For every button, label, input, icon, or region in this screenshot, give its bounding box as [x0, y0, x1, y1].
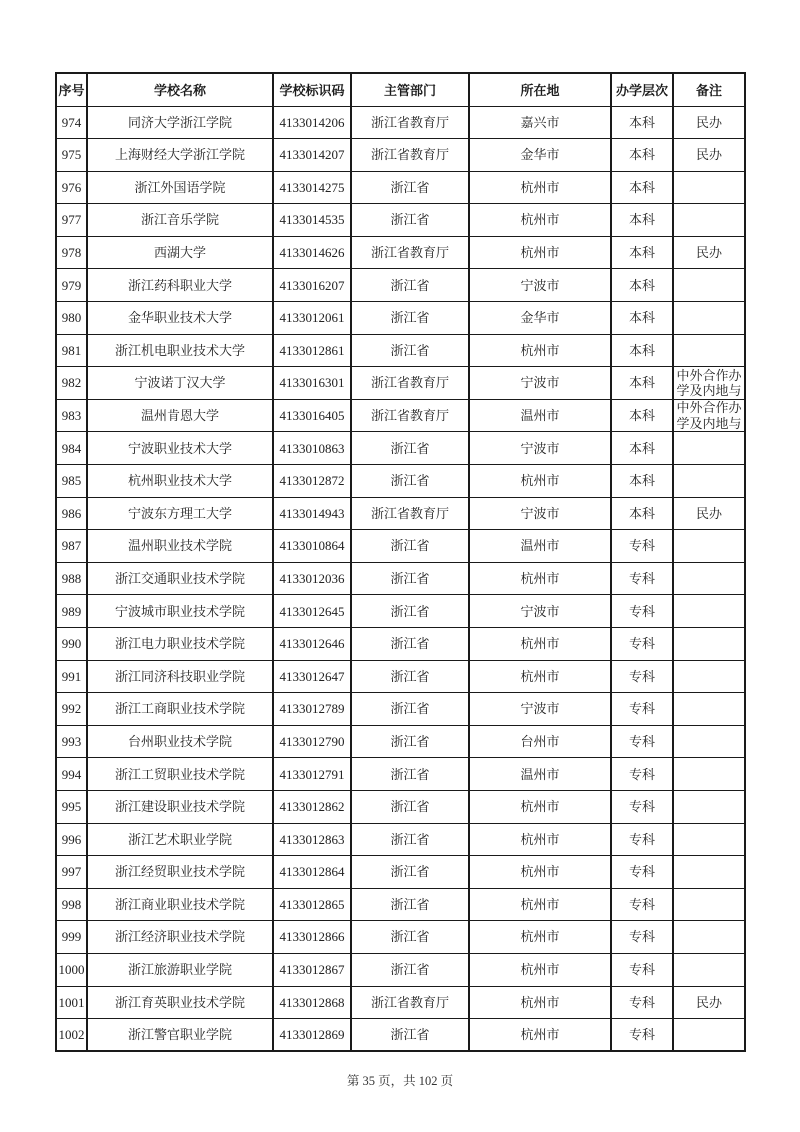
cell-remark [673, 1019, 745, 1052]
cell-no: 989 [56, 595, 87, 628]
cell-no: 983 [56, 399, 87, 432]
cell-department: 浙江省教育厅 [351, 986, 469, 1019]
cell-department: 浙江省 [351, 269, 469, 302]
cell-school-name: 温州职业技术学院 [87, 530, 273, 563]
page-number: 第 35 页，共 102 页 [346, 1074, 454, 1088]
table-row [56, 139, 745, 172]
cell-school-name: 浙江工贸职业技术学院 [87, 758, 273, 791]
cell-level: 本科 [611, 497, 673, 530]
table-row [56, 236, 745, 269]
cell-no: 994 [56, 758, 87, 791]
table-row [56, 693, 745, 726]
cell-level: 专科 [611, 790, 673, 823]
school-list-table [55, 72, 746, 1052]
header-index: 序号 [56, 73, 87, 106]
cell-school-code: 4133016207 [273, 269, 351, 302]
cell-department: 浙江省 [351, 953, 469, 986]
cell-department: 浙江省 [351, 1019, 469, 1052]
cell-school-name: 浙江工商职业技术学院 [87, 693, 273, 726]
cell-school-name: 浙江电力职业技术学院 [87, 628, 273, 661]
cell-no: 974 [56, 106, 87, 139]
cell-remark [673, 790, 745, 823]
cell-school-code: 4133014943 [273, 497, 351, 530]
cell-level: 专科 [611, 953, 673, 986]
cell-remark [673, 628, 745, 661]
cell-school-name: 同济大学浙江学院 [87, 106, 273, 139]
cell-location: 杭州市 [469, 790, 611, 823]
cell-level: 本科 [611, 269, 673, 302]
cell-department: 浙江省 [351, 530, 469, 563]
cell-remark [673, 562, 745, 595]
cell-no: 996 [56, 823, 87, 856]
cell-department: 浙江省 [351, 856, 469, 889]
cell-location: 杭州市 [469, 953, 611, 986]
header-school-name: 学校名称 [87, 73, 273, 106]
cell-level: 专科 [611, 758, 673, 791]
table-row [56, 628, 745, 661]
cell-no: 984 [56, 432, 87, 465]
cell-school-code: 4133016301 [273, 367, 351, 400]
cell-location: 杭州市 [469, 921, 611, 954]
cell-department: 浙江省教育厅 [351, 236, 469, 269]
cell-school-name: 上海财经大学浙江学院 [87, 139, 273, 172]
cell-department: 浙江省教育厅 [351, 106, 469, 139]
cell-level: 专科 [611, 693, 673, 726]
cell-no: 992 [56, 693, 87, 726]
table-row [56, 269, 745, 302]
table-row [56, 399, 745, 432]
cell-level: 本科 [611, 236, 673, 269]
cell-no: 975 [56, 139, 87, 172]
cell-level: 专科 [611, 986, 673, 1019]
table-row [56, 106, 745, 139]
table-row [56, 204, 745, 237]
cell-location: 金华市 [469, 139, 611, 172]
header-department: 主管部门 [351, 73, 469, 106]
cell-department: 浙江省 [351, 758, 469, 791]
cell-location: 杭州市 [469, 334, 611, 367]
cell-location: 宁波市 [469, 595, 611, 628]
cell-school-name: 浙江旅游职业学院 [87, 953, 273, 986]
cell-department: 浙江省 [351, 725, 469, 758]
cell-location: 温州市 [469, 399, 611, 432]
cell-no: 990 [56, 628, 87, 661]
cell-school-name: 浙江经贸职业技术学院 [87, 856, 273, 889]
cell-school-code: 4133014206 [273, 106, 351, 139]
cell-school-name: 金华职业技术大学 [87, 302, 273, 335]
cell-remark: 民办 [673, 497, 745, 530]
cell-level: 专科 [611, 725, 673, 758]
cell-department: 浙江省教育厅 [351, 367, 469, 400]
cell-school-name: 宁波城市职业技术学院 [87, 595, 273, 628]
cell-location: 杭州市 [469, 628, 611, 661]
table-row [56, 302, 745, 335]
cell-no: 976 [56, 171, 87, 204]
cell-remark: 民办 [673, 236, 745, 269]
cell-location: 杭州市 [469, 1019, 611, 1052]
cell-level: 本科 [611, 399, 673, 432]
cell-no: 988 [56, 562, 87, 595]
cell-location: 杭州市 [469, 986, 611, 1019]
cell-department: 浙江省 [351, 921, 469, 954]
cell-school-code: 4133012790 [273, 725, 351, 758]
cell-remark: 民办 [673, 986, 745, 1019]
cell-school-name: 浙江经济职业技术学院 [87, 921, 273, 954]
cell-school-code: 4133012872 [273, 465, 351, 498]
cell-school-name: 浙江药科职业大学 [87, 269, 273, 302]
cell-school-code: 4133012862 [273, 790, 351, 823]
cell-department: 浙江省 [351, 562, 469, 595]
cell-school-name: 浙江音乐学院 [87, 204, 273, 237]
cell-remark [673, 856, 745, 889]
cell-level: 专科 [611, 562, 673, 595]
table-row [56, 953, 745, 986]
cell-school-code: 4133014207 [273, 139, 351, 172]
cell-department: 浙江省教育厅 [351, 139, 469, 172]
cell-school-name: 浙江外国语学院 [87, 171, 273, 204]
cell-remark [673, 693, 745, 726]
cell-location: 嘉兴市 [469, 106, 611, 139]
cell-school-code: 4133012061 [273, 302, 351, 335]
header-level: 办学层次 [611, 73, 673, 106]
cell-no: 999 [56, 921, 87, 954]
cell-school-code: 4133012861 [273, 334, 351, 367]
cell-department: 浙江省 [351, 693, 469, 726]
cell-school-code: 4133014626 [273, 236, 351, 269]
cell-location: 温州市 [469, 758, 611, 791]
cell-no: 1001 [56, 986, 87, 1019]
cell-location: 杭州市 [469, 204, 611, 237]
header-remark: 备注 [673, 73, 745, 106]
table-row [56, 660, 745, 693]
cell-no: 1000 [56, 953, 87, 986]
cell-department: 浙江省 [351, 302, 469, 335]
table-row [56, 334, 745, 367]
cell-location: 宁波市 [469, 432, 611, 465]
cell-school-name: 台州职业技术学院 [87, 725, 273, 758]
table-row [56, 790, 745, 823]
cell-no: 982 [56, 367, 87, 400]
cell-no: 981 [56, 334, 87, 367]
cell-school-name: 浙江机电职业技术大学 [87, 334, 273, 367]
table-row [56, 986, 745, 1019]
cell-school-code: 4133012868 [273, 986, 351, 1019]
cell-no: 987 [56, 530, 87, 563]
cell-school-name: 浙江商业职业技术学院 [87, 888, 273, 921]
cell-level: 本科 [611, 106, 673, 139]
cell-level: 专科 [611, 1019, 673, 1052]
cell-location: 宁波市 [469, 367, 611, 400]
cell-location: 杭州市 [469, 823, 611, 856]
cell-school-name: 浙江警官职业学院 [87, 1019, 273, 1052]
table-row [56, 562, 745, 595]
cell-remark [673, 530, 745, 563]
table-row [56, 888, 745, 921]
cell-school-name: 浙江育英职业技术学院 [87, 986, 273, 1019]
cell-remark [673, 171, 745, 204]
cell-no: 985 [56, 465, 87, 498]
cell-school-code: 4133012791 [273, 758, 351, 791]
table-row [56, 432, 745, 465]
cell-school-code: 4133016405 [273, 399, 351, 432]
cell-school-name: 浙江交通职业技术学院 [87, 562, 273, 595]
cell-school-code: 4133012863 [273, 823, 351, 856]
table-row [56, 856, 745, 889]
cell-department: 浙江省 [351, 171, 469, 204]
table-row [56, 1019, 745, 1052]
cell-location: 宁波市 [469, 497, 611, 530]
cell-school-code: 4133012645 [273, 595, 351, 628]
cell-department: 浙江省 [351, 334, 469, 367]
cell-remark [673, 595, 745, 628]
cell-no: 1002 [56, 1019, 87, 1052]
cell-level: 专科 [611, 823, 673, 856]
cell-level: 专科 [611, 888, 673, 921]
cell-department: 浙江省教育厅 [351, 497, 469, 530]
cell-no: 979 [56, 269, 87, 302]
cell-department: 浙江省 [351, 465, 469, 498]
cell-remark [673, 269, 745, 302]
cell-level: 专科 [611, 628, 673, 661]
cell-location: 杭州市 [469, 171, 611, 204]
cell-remark [673, 302, 745, 335]
cell-remark [673, 432, 745, 465]
cell-school-name: 宁波职业技术大学 [87, 432, 273, 465]
cell-school-name: 宁波东方理工大学 [87, 497, 273, 530]
cell-level: 本科 [611, 334, 673, 367]
cell-school-name: 宁波诺丁汉大学 [87, 367, 273, 400]
cell-level: 本科 [611, 139, 673, 172]
cell-no: 997 [56, 856, 87, 889]
cell-level: 本科 [611, 367, 673, 400]
cell-no: 977 [56, 204, 87, 237]
table-row [56, 921, 745, 954]
table-row [56, 465, 745, 498]
cell-remark [673, 204, 745, 237]
cell-school-code: 4133012869 [273, 1019, 351, 1052]
cell-no: 993 [56, 725, 87, 758]
cell-no: 998 [56, 888, 87, 921]
cell-level: 专科 [611, 921, 673, 954]
cell-school-code: 4133012647 [273, 660, 351, 693]
table-row [56, 725, 745, 758]
cell-remark [673, 725, 745, 758]
cell-location: 杭州市 [469, 660, 611, 693]
cell-remark: 民办 [673, 106, 745, 139]
cell-no: 991 [56, 660, 87, 693]
cell-location: 宁波市 [469, 693, 611, 726]
cell-level: 本科 [611, 171, 673, 204]
header-school-code: 学校标识码 [273, 73, 351, 106]
cell-remark [673, 465, 745, 498]
cell-school-code: 4133012789 [273, 693, 351, 726]
cell-department: 浙江省 [351, 823, 469, 856]
cell-remark: 中外合作办学及内地与 [673, 399, 745, 432]
cell-department: 浙江省 [351, 660, 469, 693]
table-row [56, 823, 745, 856]
cell-level: 专科 [611, 595, 673, 628]
cell-remark [673, 888, 745, 921]
cell-school-code: 4133012036 [273, 562, 351, 595]
cell-school-name: 浙江艺术职业学院 [87, 823, 273, 856]
cell-location: 杭州市 [469, 888, 611, 921]
cell-location: 温州市 [469, 530, 611, 563]
table-row [56, 367, 745, 400]
cell-school-code: 4133012865 [273, 888, 351, 921]
cell-school-code: 4133010864 [273, 530, 351, 563]
cell-remark [673, 953, 745, 986]
cell-level: 专科 [611, 660, 673, 693]
cell-department: 浙江省 [351, 888, 469, 921]
cell-remark: 中外合作办学及内地与 [673, 367, 745, 400]
cell-department: 浙江省 [351, 790, 469, 823]
cell-level: 专科 [611, 856, 673, 889]
cell-remark [673, 660, 745, 693]
cell-school-code: 4133014275 [273, 171, 351, 204]
cell-remark: 民办 [673, 139, 745, 172]
cell-remark [673, 758, 745, 791]
cell-location: 杭州市 [469, 236, 611, 269]
cell-remark [673, 334, 745, 367]
cell-school-code: 4133014535 [273, 204, 351, 237]
table-row [56, 530, 745, 563]
table-row [56, 171, 745, 204]
cell-school-code: 4133012867 [273, 953, 351, 986]
cell-school-code: 4133012646 [273, 628, 351, 661]
cell-no: 980 [56, 302, 87, 335]
cell-school-name: 浙江同济科技职业学院 [87, 660, 273, 693]
cell-school-code: 4133012866 [273, 921, 351, 954]
cell-remark [673, 823, 745, 856]
cell-department: 浙江省教育厅 [351, 399, 469, 432]
cell-no: 978 [56, 236, 87, 269]
cell-school-name: 西湖大学 [87, 236, 273, 269]
cell-location: 宁波市 [469, 269, 611, 302]
cell-level: 本科 [611, 204, 673, 237]
table-header [56, 73, 745, 106]
table-row [56, 758, 745, 791]
cell-level: 本科 [611, 432, 673, 465]
table-body [56, 106, 745, 1051]
cell-department: 浙江省 [351, 204, 469, 237]
cell-department: 浙江省 [351, 595, 469, 628]
table-row [56, 497, 745, 530]
cell-department: 浙江省 [351, 432, 469, 465]
cell-department: 浙江省 [351, 628, 469, 661]
table-row [56, 595, 745, 628]
cell-school-name: 杭州职业技术大学 [87, 465, 273, 498]
cell-no: 986 [56, 497, 87, 530]
cell-no: 995 [56, 790, 87, 823]
cell-location: 杭州市 [469, 856, 611, 889]
table-header-row [56, 73, 745, 106]
cell-school-name: 温州肯恩大学 [87, 399, 273, 432]
header-location: 所在地 [469, 73, 611, 106]
cell-remark [673, 921, 745, 954]
cell-level: 本科 [611, 302, 673, 335]
cell-school-code: 4133010863 [273, 432, 351, 465]
cell-location: 杭州市 [469, 562, 611, 595]
cell-level: 本科 [611, 465, 673, 498]
cell-location: 杭州市 [469, 465, 611, 498]
cell-level: 专科 [611, 530, 673, 563]
cell-school-name: 浙江建设职业技术学院 [87, 790, 273, 823]
cell-location: 金华市 [469, 302, 611, 335]
cell-location: 台州市 [469, 725, 611, 758]
cell-school-code: 4133012864 [273, 856, 351, 889]
